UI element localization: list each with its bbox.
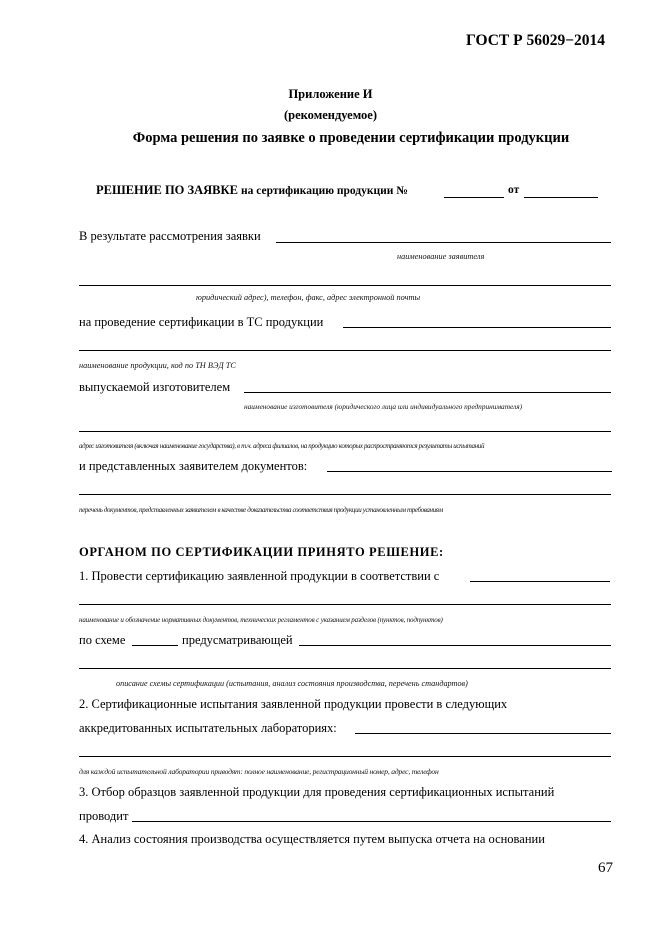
scheme-caption: описание схемы сертификации (испытания, анализ состояния производства, перечень стандартов) xyxy=(116,679,468,688)
item-2-line-1: 2. Сертификационные испытания заявленной продукции провести в следующих xyxy=(79,697,508,711)
decision-number-field[interactable] xyxy=(444,197,504,198)
sampling-field[interactable] xyxy=(132,821,611,822)
item-1: 1. Провести сертификацию заявленной продукции в соответствии с xyxy=(79,569,440,583)
scheme-label: по схеме xyxy=(79,633,126,647)
manufacturer-address-field[interactable] xyxy=(79,431,611,432)
documents-field[interactable] xyxy=(327,471,612,472)
manufacturer-address-caption: адрес изготовителя (включая наименование государства), в т.ч. адреса филиалов, на продукцию которых распространяются результаты испытаний xyxy=(79,442,485,450)
applicant-address-field[interactable] xyxy=(79,285,611,286)
product-field-2[interactable] xyxy=(79,350,611,351)
laboratories-caption: для каждой испытательной лаборатории приводят: полное наименование, регистрационный номер, адрес, телефон xyxy=(79,767,439,776)
applicant-caption: наименование заявителя xyxy=(397,252,485,261)
body-decision-heading: ОРГАНОМ ПО СЕРТИФИКАЦИИ ПРИНЯТО РЕШЕНИЕ: xyxy=(79,545,444,559)
item-3-line-2: проводит xyxy=(79,809,129,823)
standard-code: ГОСТ Р 56029−2014 xyxy=(466,32,606,49)
documents-caption: перечень документов, представленных заявителем в качестве доказательства соответствия продукции установленным требованиям xyxy=(79,506,443,514)
applicant-field[interactable] xyxy=(276,242,611,243)
appendix-title: Приложение И xyxy=(288,87,373,101)
manufacturer-field[interactable] xyxy=(244,392,611,393)
manufacturer-label: выпускаемой изготовителем xyxy=(79,380,231,394)
laboratories-field-2[interactable] xyxy=(79,756,611,757)
decision-from-label: от xyxy=(508,184,520,196)
decision-date-field[interactable] xyxy=(524,197,598,198)
scheme-description-field-2[interactable] xyxy=(79,668,611,669)
appendix-status: (рекомендуемое) xyxy=(283,108,378,122)
scheme-description-field[interactable] xyxy=(299,645,611,646)
address-caption: юридический адрес), телефон, факс, адрес электронной почты xyxy=(196,293,421,302)
conduct-label: на проведение сертификации в ТС продукции xyxy=(79,315,324,329)
page-number: 67 xyxy=(598,860,613,876)
laboratories-field[interactable] xyxy=(355,733,611,734)
decision-heading-rest: на сертификацию продукции № xyxy=(241,185,408,197)
product-caption: наименование продукции, код по ТН ВЭД ТС xyxy=(79,361,236,370)
form-title: Форма решения по заявке о проведении сертификации продукции xyxy=(132,130,570,146)
documents-field-2[interactable] xyxy=(79,494,611,495)
product-field[interactable] xyxy=(343,327,611,328)
decision-heading-caps: РЕШЕНИЕ ПО ЗАЯВКЕ xyxy=(96,183,238,197)
scheme-number-field[interactable] xyxy=(132,645,178,646)
standards-caption: наименование и обозначение нормативных документов, технических регламентов с указанием разделов (пунктов, подпунктов) xyxy=(79,616,443,624)
standards-field[interactable] xyxy=(470,581,610,582)
item-3-line-1: 3. Отбор образцов заявленной продукции для проведения сертификационных испытаний xyxy=(79,785,555,799)
standards-field-2[interactable] xyxy=(79,604,611,605)
documents-label: и представленных заявителем документов: xyxy=(79,459,308,473)
manufacturer-caption: наименование изготовителя (юридического лица или индивидуального предпринимателя) xyxy=(244,402,523,411)
decision-heading xyxy=(96,183,408,198)
item-2-line-2: аккредитованных испытательных лабораториях: xyxy=(79,721,337,735)
item-4: 4. Анализ состояния производства осуществляется путем выпуска отчета на основании xyxy=(79,832,545,846)
scheme-rest-label: предусматривающей xyxy=(182,633,293,647)
result-label: В результате рассмотрения заявки xyxy=(79,229,261,243)
